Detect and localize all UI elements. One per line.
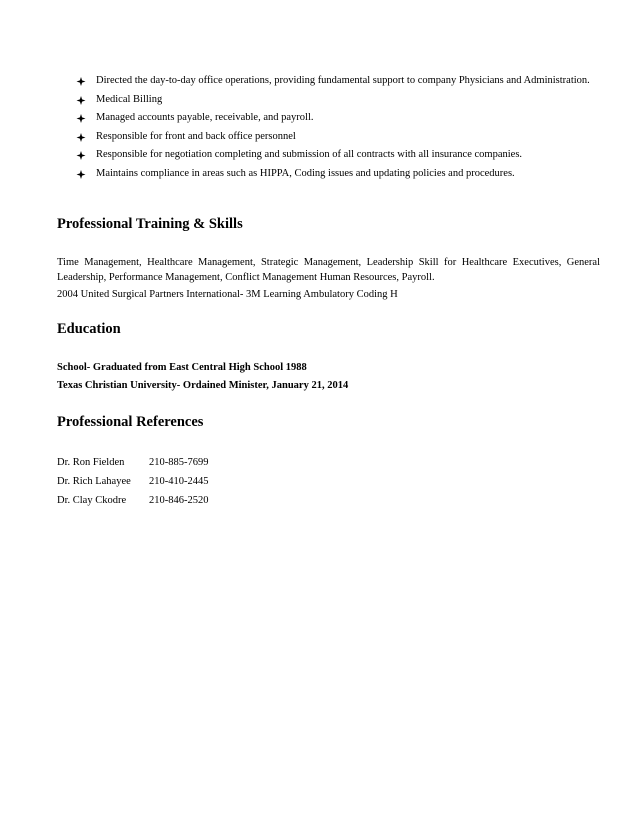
diamond-bullet-icon: [76, 151, 86, 160]
reference-phone: 210-410-2445: [149, 476, 209, 487]
list-item: [76, 130, 600, 145]
university-text: Texas Christian University- Ordained Minister, January 21, 2014: [57, 380, 349, 391]
references-list: [57, 453, 209, 510]
reference-name: Dr. Rich Lahayee: [57, 476, 131, 487]
list-item: [76, 148, 600, 163]
reference-row: [57, 453, 209, 472]
diamond-bullet-icon: [76, 96, 86, 105]
school-text: School- Graduated from East Central High School 1988: [57, 362, 307, 373]
references-heading: Professional References: [57, 414, 204, 430]
reference-row: [57, 472, 209, 491]
reference-phone: 210-885-7699: [149, 457, 209, 468]
certification-text: 2004 United Surgical Partners International- 3M Learning Ambulatory Coding H: [57, 289, 398, 300]
reference-row: [57, 491, 209, 510]
list-item: [76, 93, 600, 108]
diamond-bullet-icon: [76, 170, 86, 179]
education-heading: Education: [57, 321, 121, 337]
reference-name: Dr. Clay Ckodre: [57, 495, 127, 506]
duty-text: Maintains compliance in areas such as HIPPA, Coding issues and updating policies and procedures.: [96, 167, 515, 179]
list-item: [76, 74, 600, 89]
reference-name: Dr. Ron Fielden: [57, 457, 125, 468]
duty-text: Responsible for front and back office personnel: [96, 130, 296, 142]
skills-text: Time Management, Healthcare Management, Strategic Management, Leadership Skill for Healthcare Executives, General Leadership, Performance Management, Conflict Management Human Resources, Payroll.: [57, 257, 600, 283]
duty-text: Medical Billing: [96, 93, 163, 105]
duties-list: [76, 74, 600, 185]
duty-text: Managed accounts payable, receivable, and payroll.: [96, 112, 314, 123]
duty-text: Directed the day-to-day office operations, providing fundamental support to company Physicians and Administration.: [96, 75, 590, 86]
list-item: [76, 167, 600, 182]
list-item: [76, 111, 600, 126]
duty-text: Responsible for negotiation completing and submission of all contracts with all insurance companies.: [96, 149, 523, 160]
diamond-bullet-icon: [76, 133, 86, 142]
training-heading: Professional Training & Skills: [57, 216, 243, 232]
reference-phone: 210-846-2520: [149, 495, 209, 506]
diamond-bullet-icon: [76, 114, 86, 123]
diamond-bullet-icon: [76, 77, 86, 86]
